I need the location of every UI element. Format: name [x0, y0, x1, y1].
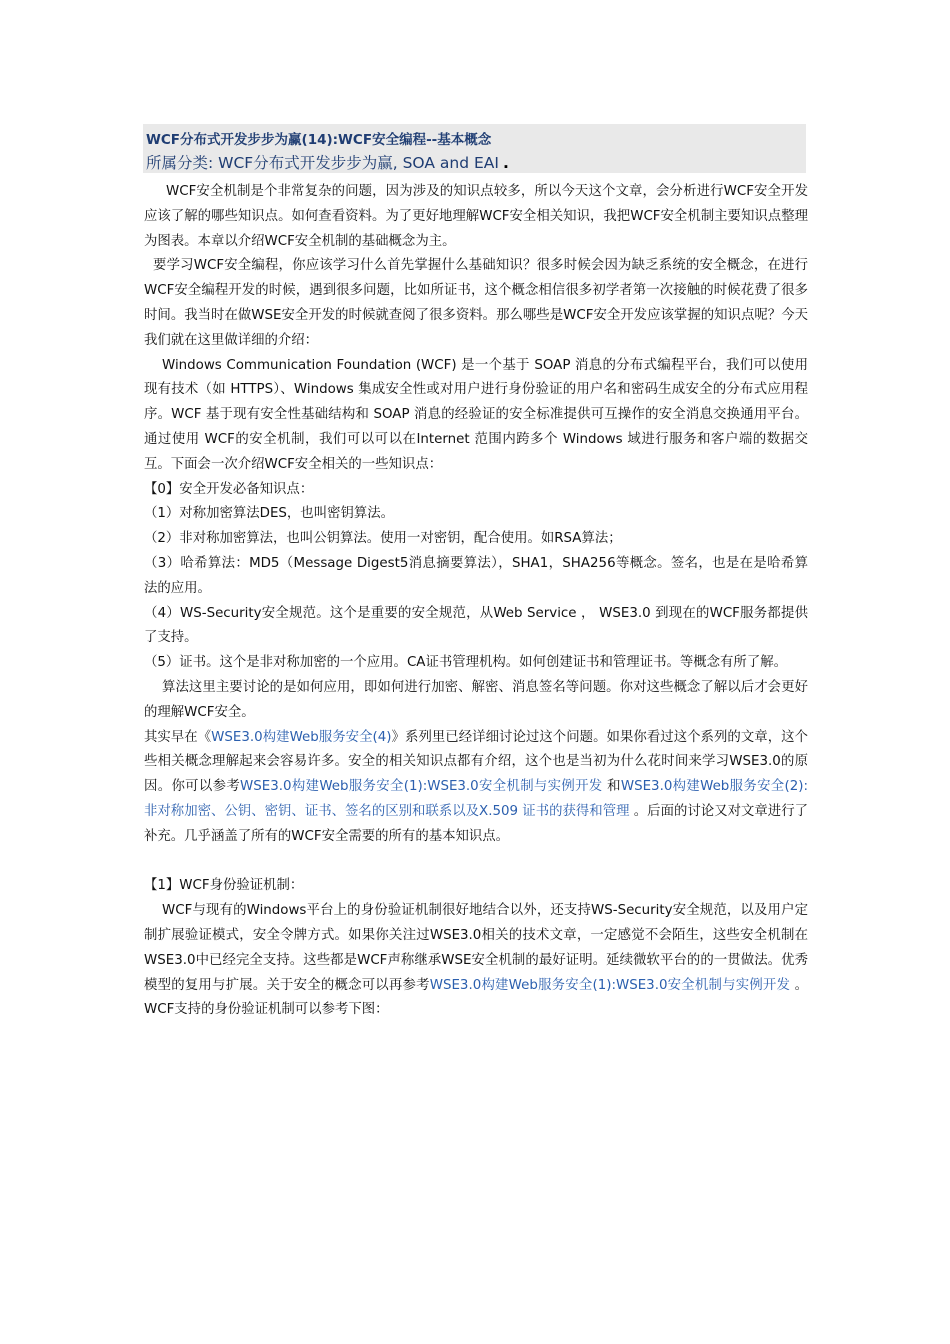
list-item-hash: （3）哈希算法：MD5（Message Digest5消息摘要算法），SHA1，SHA256等概念。签名，也是在是哈希算法的应用。 — [144, 555, 808, 596]
link-wse-security-2[interactable]: WSE3.0构建Web服务安全(2):非对称加密、公钥、密钥、证书、签名的区别和联系以及X.509 证书的获得和管理 — [144, 779, 808, 819]
category-link-soa[interactable]: SOA and EAI — [402, 154, 499, 172]
paragraph-learning: 要学习WCF安全编程，你应该学习什么首先掌握什么基础知识？很多时候会因为缺乏系统的安全概念，在进行WCF安全编程开发的时候，遇到很多问题，比如所证书，这个概念相信很多初学者第一次接触的时候花费了很多时间。我当时在做WSE安全开发的时候就查阅了很多资料。那么哪些是WCF安全开发应该掌握的知识点呢？今天我们就在这里做详细的介绍： — [144, 258, 808, 348]
category-separator: , — [392, 154, 403, 172]
text-segment: 》系列里已经详细讨论过这个问题。如果你看过这个系列的文章，这个些相关概念理解起来会容易许多。安全的相关知识点都有介绍，这个也是当初为什么花时间来学习WSE3.0的原因。你可以参考 — [144, 729, 808, 795]
paragraph-wcf-overview: Windows Communication Foundation (WCF) 是一个基于 SOAP 消息的分布式编程平台，我们可以使用现有技术（如 HTTPS）、Windows 集成安全性或对用户进行身份验证的用户名和密码生成安全的分布式应用程序。WCF 基于现有安全性基础结构和 SOAP 消息的经验证的安全标准提供可互操作的安全消息交换通用平台。 通过使用 WCF的安全机制，我们可以可以在Internet 范围内跨多个 Windows 域进行服务和客户端的数据交互。下面会一次介绍WCF安全相关的一些知识点： — [144, 357, 808, 472]
post-title: WCF分布式开发步步为赢(14):WCF安全编程--基本概念 — [146, 132, 492, 148]
text-segment: 。后面的讨论又对文章进行了补充。几乎涵盖了所有的WCF安全需要的所有的基本知识点。 — [144, 803, 808, 844]
paragraph-references — [144, 726, 808, 850]
text-segment: 其实早在《 — [144, 729, 212, 745]
link-wse-security-1[interactable]: WSE3.0构建Web服务安全(1):WSE3.0安全机制与实例开发 — [240, 779, 603, 795]
post-category — [146, 151, 509, 173]
link-wse-security-4[interactable]: WSE3.0构建Web服务安全(4) — [211, 729, 392, 745]
blank-line — [144, 850, 808, 875]
text-segment: WCF与现有的Windows平台上的身份验证机制很好地结合以外，还支持WS-Security安全规范，以及用户定制扩展验证模式，安全令牌方式。如果你关注过WSE3.0相关的技术文章，一定感觉不会陌生，这些安全机制在WSE3.0中已经完全支持。这些都是WCF声称继承WSE安全机制的最好证明。延续微软平台的的一贯做法。优秀模型的复用与扩展。关于安全的概念可以再参考 — [144, 903, 808, 993]
text-segment: 。WCF支持的身份验证机制可以参考下图： — [144, 977, 809, 1018]
category-link-wcf[interactable]: WCF分布式开发步步为赢 — [218, 154, 393, 172]
paragraph-authentication — [144, 899, 808, 1023]
article-body — [144, 180, 808, 1023]
list-item-rsa: （2）非对称加密算法，也叫公钥算法。使用一对密钥，配合使用。如RSA算法； — [144, 531, 622, 547]
list-item-des: （1）对称加密算法DES，也叫密钥算法。 — [144, 506, 395, 522]
text-segment: 和 — [602, 779, 621, 795]
category-label: 所属分类: — [146, 154, 219, 172]
list-item-ws-security: （4）WS-Security安全规范。这个是重要的安全规范，从Web Service ， WSE3.0 到现在的WCF服务都提供了支持。 — [144, 605, 808, 646]
paragraph-algorithms: 算法这里主要讨论的是如何应用，即如何进行加密、解密、消息签名等问题。你对这些概念了解以后才会更好的理解WCF安全。 — [144, 679, 808, 720]
list-item-certificate: （5）证书。这个是非对称加密的一个应用。CA证书管理机构。如何创建证书和管理证书。等概念有所了解。 — [144, 655, 787, 671]
paragraph-intro: WCF安全机制是个非常复杂的问题，因为涉及的知识点较多，所以今天这个文章，会分析进行WCF安全开发应该了解的哪些知识点。如何查看资料。为了更好地理解WCF安全相关知识，我把WCF安全机制主要知识点整理为图表。本章以介绍WCF安全机制的基础概念为主。 — [144, 184, 808, 249]
section-heading-0: 【0】安全开发必备知识点： — [144, 481, 314, 497]
category-end-dot: . — [502, 154, 509, 172]
link-wse-security-1-again[interactable]: WSE3.0构建Web服务安全(1):WSE3.0安全机制与实例开发 — [429, 977, 791, 993]
section-heading-1: 【1】WCF身份验证机制： — [144, 878, 304, 894]
